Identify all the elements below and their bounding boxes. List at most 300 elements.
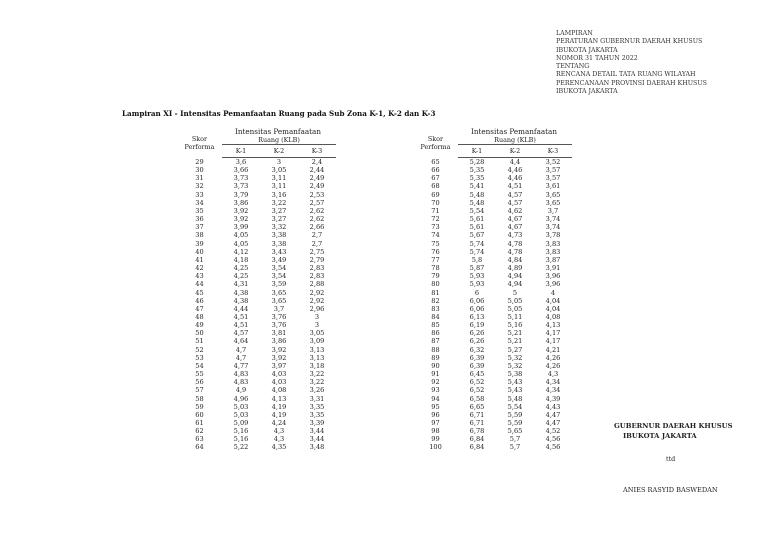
skor-cell: 49 (195, 321, 204, 330)
klb-cell: 5,59 (507, 419, 523, 427)
klb-cell: 4,21 (545, 345, 561, 354)
klb-cell: 4,04 (545, 304, 561, 313)
governor-title: GUBERNUR DAERAH KHUSUS (614, 422, 733, 430)
klb-cell: 3,32 (271, 223, 287, 232)
klb-cell: 4,57 (233, 329, 249, 338)
table-row (177, 264, 336, 272)
table-row (413, 231, 572, 239)
table-row (413, 337, 572, 345)
klb-cell: 5,16 (507, 321, 523, 330)
klb-cell: 3,96 (545, 272, 561, 281)
skor-cell: 60 (195, 410, 204, 419)
klb-cell: 6,45 (469, 370, 485, 379)
table-row (413, 346, 572, 354)
klb-cell: 6,26 (469, 337, 485, 346)
klb-cell: 4,38 (233, 296, 249, 305)
skor-cell: 33 (195, 190, 204, 199)
table-row (177, 256, 336, 264)
table-row (177, 403, 336, 411)
table-row (413, 386, 572, 394)
klb-cell: 3,57 (545, 166, 561, 175)
skor-cell: 87 (431, 337, 440, 346)
klb-cell: 5,54 (507, 402, 523, 411)
skor-cell: 29 (195, 157, 204, 166)
klb-cell: 4,52 (545, 427, 561, 436)
klb-table-left (177, 128, 336, 452)
table-row (413, 166, 572, 174)
klb-cell: 4,78 (507, 239, 523, 248)
skor-cell: 68 (431, 182, 440, 191)
klb-cell: 5,35 (469, 174, 485, 183)
klb-cell: 3,78 (545, 231, 561, 240)
klb-cell: 2,44 (309, 166, 325, 175)
klb-cell: 4,26 (545, 361, 561, 370)
klb-cell: 4,17 (545, 337, 561, 346)
klb-cell: 4,24 (271, 419, 287, 427)
skor-cell: 81 (431, 288, 440, 297)
klb-cell: 6,13 (469, 312, 485, 321)
skor-cell: 31 (195, 174, 204, 183)
klb-cell: 5,21 (507, 329, 523, 338)
klb-cell: 3,65 (271, 288, 287, 297)
klb-cell: 4,4 (509, 158, 521, 166)
skor-cell: 91 (431, 370, 440, 379)
skor-cell: 80 (431, 280, 440, 289)
skor-cell: 71 (431, 206, 440, 215)
klb-cell: 5,61 (469, 215, 485, 224)
table-row (177, 411, 336, 419)
klb-cell: 3,22 (309, 378, 325, 387)
skor-cell: 36 (195, 215, 204, 224)
klb-cell: 5,54 (469, 206, 485, 215)
klb-cell: 3,39 (309, 419, 325, 427)
skor-cell: 98 (431, 427, 440, 436)
table-row (413, 403, 572, 411)
klb-cell: 3,92 (233, 215, 249, 224)
klb-cell: 5,43 (507, 378, 523, 387)
klb-cell: 5,03 (233, 402, 249, 411)
skor-cell: 85 (431, 321, 440, 330)
klb-cell: 4,56 (545, 435, 561, 444)
table-row (177, 354, 336, 362)
header-line: NOMOR 31 TAHUN 2022 (556, 54, 638, 62)
klb-cell: 3 (314, 312, 320, 321)
table-row (413, 435, 572, 443)
klb-cell: 3,59 (271, 280, 287, 289)
klb-cell: 4,17 (545, 329, 561, 338)
klb-cell: 3,22 (271, 198, 287, 207)
klb-cell: 3,48 (309, 443, 325, 452)
klb-cell: 2,49 (309, 174, 325, 183)
klb-cell: 6,06 (469, 304, 485, 313)
lampiran-header (556, 30, 707, 96)
klb-cell: 4,83 (233, 370, 249, 379)
table-row (413, 207, 572, 215)
table-row (177, 395, 336, 403)
klb-cell: 3,31 (309, 394, 325, 403)
klb-cell: 4,03 (271, 370, 287, 379)
klb-cell: 3,44 (309, 427, 325, 436)
table-row (177, 297, 336, 305)
klb-cell: 4,34 (545, 386, 561, 395)
klb-cell: 3 (314, 321, 320, 330)
table-row (177, 240, 336, 248)
klb-cell: 2,66 (309, 223, 325, 232)
klb-cell: 4,26 (545, 353, 561, 362)
klb-cell: 6,58 (469, 394, 485, 403)
klb-cell: 3,26 (309, 386, 325, 395)
klb-cell: 3,57 (545, 174, 561, 183)
klb-cell: 3,66 (233, 166, 249, 175)
table-row (413, 411, 572, 419)
skor-cell: 50 (195, 329, 204, 338)
klb-cell: 4,56 (545, 443, 561, 452)
klb-cell: 4,08 (545, 312, 561, 321)
klb-cell: 3,27 (271, 206, 287, 215)
klb-cell: 3,54 (271, 272, 287, 281)
klb-cell: 4,38 (233, 288, 249, 297)
klb-cell: 2,83 (309, 264, 325, 273)
table-row (413, 321, 572, 329)
table-row (413, 199, 572, 207)
skor-cell: 40 (195, 247, 204, 256)
table-row (177, 231, 336, 239)
table-row (177, 199, 336, 207)
klb-cell: 2,57 (309, 198, 325, 207)
klb-cell: 3,92 (233, 206, 249, 215)
klb-cell: 5,27 (507, 345, 523, 354)
klb-cell: 5,61 (469, 223, 485, 232)
klb-cell: 4,3 (273, 435, 285, 444)
table-row (413, 362, 572, 370)
table-row (413, 191, 572, 199)
klb-cell: 4,67 (507, 223, 523, 232)
klb-cell: 3,92 (271, 345, 287, 354)
skor-cell: 79 (431, 272, 440, 281)
table-row (177, 337, 336, 345)
klb-cell: 4,94 (507, 280, 523, 289)
klb-cell: 3,92 (271, 353, 287, 362)
table-row (413, 378, 572, 386)
skor-cell: 74 (431, 231, 440, 240)
klb-cell: 3,99 (233, 223, 249, 232)
klb-cell: 2,88 (309, 280, 325, 289)
skor-cell: 62 (195, 427, 204, 436)
table-row (413, 289, 572, 297)
klb-cell: 5,48 (507, 394, 523, 403)
table-row (177, 435, 336, 443)
klb-cell: 4,46 (507, 166, 523, 175)
header-line: IBUKOTA JAKARTA (556, 46, 618, 54)
klb-cell: 5,7 (509, 443, 521, 452)
table-row (177, 370, 336, 378)
klb-cell: 3,74 (545, 223, 561, 232)
table-row (177, 158, 336, 167)
governor-block (614, 421, 733, 441)
klb-cell: 4,43 (545, 402, 561, 411)
klb-cell: 4,77 (233, 361, 249, 370)
klb-cell: 4,47 (545, 419, 561, 427)
col-k3-header: K-3 (298, 145, 336, 158)
table-row (413, 395, 572, 403)
skor-cell: 58 (195, 394, 204, 403)
col-k2-header: K-2 (496, 145, 534, 158)
klb-cell: 3,16 (271, 190, 287, 199)
klb-cell: 3,05 (271, 166, 287, 175)
klb-cell: 4,25 (233, 272, 249, 281)
skor-cell: 48 (195, 312, 204, 321)
skor-cell: 67 (431, 174, 440, 183)
skor-cell: 34 (195, 198, 204, 207)
ttd-text: ttd (666, 455, 676, 463)
skor-cell: 97 (431, 419, 440, 427)
klb-cell: 4,9 (235, 386, 247, 395)
skor-cell: 94 (431, 394, 440, 403)
klb-cell: 4,39 (545, 394, 561, 403)
table-row (177, 329, 336, 337)
table-row (177, 321, 336, 329)
klb-cell: 3,76 (271, 312, 287, 321)
skor-cell: 90 (431, 361, 440, 370)
klb-cell: 3,05 (309, 329, 325, 338)
table-row (413, 256, 572, 264)
klb-cell: 3,09 (309, 337, 325, 346)
klb-cell: 4,34 (545, 378, 561, 387)
skor-cell: 83 (431, 304, 440, 313)
klb-cell: 4,31 (233, 280, 249, 289)
klb-cell: 5,65 (507, 427, 523, 436)
klb-cell: 4,25 (233, 264, 249, 273)
klb-cell: 3,13 (309, 345, 325, 354)
klb-cell: 4,04 (545, 296, 561, 305)
klb-cell: 5,43 (507, 386, 523, 395)
klb-cell: 4,7 (235, 345, 247, 354)
skor-cell: 88 (431, 345, 440, 354)
klb-cell: 3,44 (309, 435, 325, 444)
skor-cell: 41 (195, 255, 204, 264)
klb-cell: 3,27 (271, 215, 287, 224)
skor-cell: 100 (429, 443, 442, 452)
skor-cell: 82 (431, 296, 440, 305)
intensitas-header: Intensitas Pemanfaatan Ruang (KLB) (458, 128, 572, 145)
klb-cell: 4,7 (235, 353, 247, 362)
klb-cell: 3,79 (233, 190, 249, 199)
klb-cell: 4,78 (507, 247, 523, 256)
klb-cell: 3,38 (271, 239, 287, 248)
skor-cell: 69 (431, 190, 440, 199)
table-row (177, 248, 336, 256)
signatory-name: ANIES RASYID BASWEDAN (623, 486, 718, 494)
klb-cell: 5,28 (469, 158, 485, 166)
klb-cell: 5,59 (507, 410, 523, 419)
klb-cell: 5,41 (469, 182, 485, 191)
klb-cell: 5,11 (507, 312, 523, 321)
klb-cell: 4,46 (507, 174, 523, 183)
skor-cell: 32 (195, 182, 204, 191)
klb-cell: 6,78 (469, 427, 485, 436)
klb-cell: 4,13 (545, 321, 561, 330)
table-row (177, 427, 336, 435)
header-line: TENTANG (556, 63, 590, 71)
klb-cell: 3,86 (233, 198, 249, 207)
skor-cell: 61 (195, 419, 204, 427)
table-row (177, 443, 336, 451)
klb-cell: 2,7 (311, 231, 323, 240)
skor-cell: 66 (431, 166, 440, 175)
klb-cell: 4,05 (233, 239, 249, 248)
klb-cell: 5,32 (507, 361, 523, 370)
table-row (177, 289, 336, 297)
table-row (413, 443, 572, 451)
table-row (413, 174, 572, 182)
klb-cell: 2,62 (309, 206, 325, 215)
klb-cell: 2,79 (309, 255, 325, 264)
klb-cell: 5,74 (469, 239, 485, 248)
klb-cell: 3,11 (271, 174, 287, 183)
klb-table-right (413, 128, 572, 452)
skor-cell: 63 (195, 435, 204, 444)
klb-cell: 5,8 (471, 255, 483, 264)
skor-cell: 38 (195, 231, 204, 240)
klb-cell: 3,83 (545, 247, 561, 256)
skor-cell: 65 (431, 157, 440, 166)
table-row (177, 174, 336, 182)
document-title: Lampiran XI - Intensitas Pemanfaatan Ruang pada Sub Zona K-1, K-2 dan K-3 (122, 109, 436, 118)
klb-cell: 3,43 (271, 247, 287, 256)
klb-cell: 2,83 (309, 272, 325, 281)
skor-cell: 53 (195, 353, 204, 362)
klb-cell: 5,74 (469, 247, 485, 256)
klb-cell: 3,65 (545, 190, 561, 199)
klb-cell: 5,93 (469, 280, 485, 289)
skor-cell: 57 (195, 386, 204, 395)
klb-cell: 5,09 (233, 419, 249, 427)
klb-cell: 5,67 (469, 231, 485, 240)
klb-cell: 3,13 (309, 353, 325, 362)
header-line: PERATURAN GUBERNUR DAERAH KHUSUS (556, 38, 703, 46)
skor-cell: 78 (431, 264, 440, 273)
skor-cell: 52 (195, 345, 204, 354)
klb-cell: 3,7 (273, 304, 285, 313)
table-row (177, 313, 336, 321)
klb-cell: 3,73 (233, 182, 249, 191)
table-row (413, 305, 572, 313)
table-row (413, 223, 572, 231)
klb-cell: 4,44 (233, 304, 249, 313)
skor-cell: 59 (195, 402, 204, 411)
skor-cell: 56 (195, 378, 204, 387)
klb-cell: 4,64 (233, 337, 249, 346)
klb-cell: 4,67 (507, 215, 523, 224)
klb-cell: 4,3 (273, 427, 285, 436)
table-row (413, 248, 572, 256)
table-row (413, 329, 572, 337)
table-row (177, 215, 336, 223)
skor-cell: 43 (195, 272, 204, 281)
skor-cell: 37 (195, 223, 204, 232)
klb-cell: 3,96 (545, 280, 561, 289)
klb-cell: 5,35 (469, 166, 485, 175)
klb-cell: 6,26 (469, 329, 485, 338)
klb-cell: 3,97 (271, 361, 287, 370)
klb-cell: 4,19 (271, 410, 287, 419)
klb-cell: 4,62 (507, 206, 523, 215)
klb-cell: 5,22 (233, 443, 249, 452)
klb-cell: 6,19 (469, 321, 485, 330)
klb-cell: 2,92 (309, 296, 325, 305)
klb-cell: 6,71 (469, 410, 485, 419)
klb-cell: 3,18 (309, 361, 325, 370)
klb-cell: 3,7 (547, 206, 559, 215)
klb-cell: 6,65 (469, 402, 485, 411)
skor-performa-header: Skor Performa (184, 134, 215, 151)
table-row (413, 427, 572, 435)
table-row (177, 386, 336, 394)
klb-cell: 4,57 (507, 198, 523, 207)
klb-cell: 5,16 (233, 435, 249, 444)
skor-cell: 93 (431, 386, 440, 395)
klb-cell: 4,51 (233, 312, 249, 321)
klb-cell: 2,62 (309, 215, 325, 224)
skor-cell: 76 (431, 247, 440, 256)
table-row (177, 223, 336, 231)
table-row (177, 272, 336, 280)
klb-cell: 4,13 (271, 394, 287, 403)
table-row (177, 191, 336, 199)
klb-cell: 4,18 (233, 255, 249, 264)
klb-cell: 6,84 (469, 443, 485, 452)
klb-cell: 3,74 (545, 215, 561, 224)
skor-cell: 54 (195, 361, 204, 370)
table-row (413, 264, 572, 272)
klb-cell: 3,81 (271, 329, 287, 338)
col-k3-header: K-3 (534, 145, 572, 158)
klb-cell: 3,22 (309, 370, 325, 379)
klb-cell: 5,38 (507, 370, 523, 379)
klb-cell: 6,84 (469, 435, 485, 444)
klb-cell: 3,52 (545, 158, 561, 166)
klb-cell: 3,35 (309, 410, 325, 419)
header-line: PERENCANAAN PROVINSI DAERAH KHUSUS (556, 79, 707, 87)
header-line: IBUKOTA JAKARTA (556, 88, 618, 96)
klb-cell: 2,53 (309, 190, 325, 199)
intensitas-header: Intensitas Pemanfaatan Ruang (KLB) (222, 128, 336, 145)
skor-cell: 75 (431, 239, 440, 248)
klb-cell: 4,05 (233, 231, 249, 240)
klb-cell: 2,7 (311, 239, 323, 248)
klb-cell: 3,35 (309, 402, 325, 411)
klb-cell: 2,4 (311, 158, 323, 166)
klb-cell: 5,16 (233, 427, 249, 436)
klb-cell: 4,19 (271, 402, 287, 411)
klb-cell: 3,54 (271, 264, 287, 273)
klb-cell: 4,94 (507, 272, 523, 281)
table-row (177, 378, 336, 386)
klb-cell: 6,52 (469, 378, 485, 387)
klb-cell: 5,48 (469, 190, 485, 199)
klb-cell: 5,48 (469, 198, 485, 207)
skor-cell: 84 (431, 312, 440, 321)
klb-cell: 3,87 (545, 255, 561, 264)
skor-performa-header: Skor Performa (420, 134, 451, 151)
klb-cell: 6,39 (469, 361, 485, 370)
skor-cell: 89 (431, 353, 440, 362)
table-row (177, 419, 336, 427)
klb-cell: 4,03 (271, 378, 287, 387)
skor-cell: 95 (431, 402, 440, 411)
table-row (413, 158, 572, 167)
klb-cell: 5,21 (507, 337, 523, 346)
